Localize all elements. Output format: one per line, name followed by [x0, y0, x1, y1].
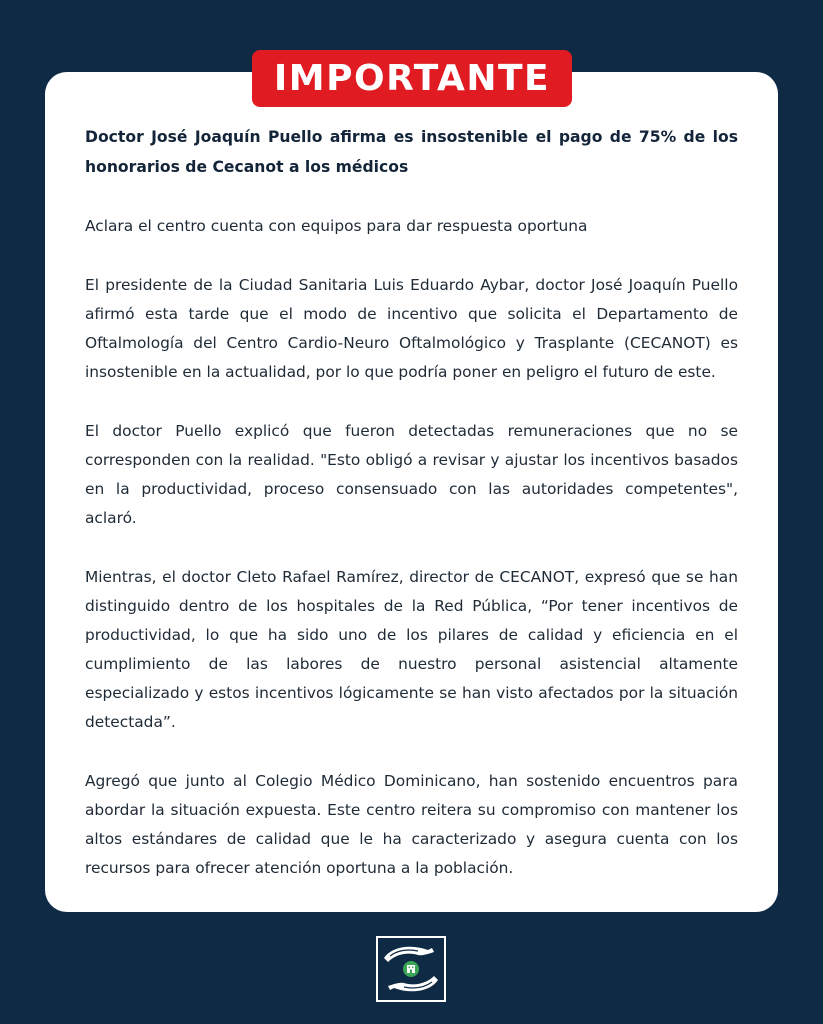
article-paragraph-4: Agregó que junto al Colegio Médico Dominicano, han sostenido encuentros para abordar la situación expuesta. Este centro reitera su compromiso con mantener los altos estándares de calidad que le ha caracterizado y asegura cuenta con los recursos para ofrecer atención oportuna a la población.	[85, 772, 738, 877]
article-card	[45, 72, 778, 912]
importante-badge: IMPORTANTE	[252, 50, 572, 107]
article-subheadline: Aclara el centro cuenta con equipos para dar respuesta oportuna	[85, 217, 588, 235]
article-paragraph-3: Mientras, el doctor Cleto Rafael Ramírez, director de CECANOT, expresó que se han distinguido dentro de los hospitales de la Red Pública, “Por tener incentivos de productividad, lo que ha sido uno de los pilares de calidad y eficiencia en el cumplimiento de las labores de nuestro personal asistencial altamente especializado y estos incentivos lógicamente se han visto afectados por la situación detectada”.	[85, 568, 738, 731]
article-paragraph-2: El doctor Puello explicó que fueron detectadas remuneraciones que no se corresponden con la realidad. "Esto obligó a revisar y ajustar los incentivos basados en la productividad, proceso consensuado con las autoridades competentes", aclaró.	[85, 422, 738, 527]
article-headline: Doctor José Joaquín Puello afirma es insostenible el pago de 75% de los honorarios de Cecanot a los médicos	[85, 128, 738, 176]
article-paragraph-1: El presidente de la Ciudad Sanitaria Luis Eduardo Aybar, doctor José Joaquín Puello afirmó esta tarde que el modo de incentivo que solicita el Departamento de Oftalmología del Centro Cardio-Neuro Oftalmológico y Trasplante (CECANOT) es insostenible en la actualidad, por lo que podría poner en peligro el futuro de este.	[85, 276, 738, 381]
hands-hospital-logo-icon	[376, 936, 446, 1002]
